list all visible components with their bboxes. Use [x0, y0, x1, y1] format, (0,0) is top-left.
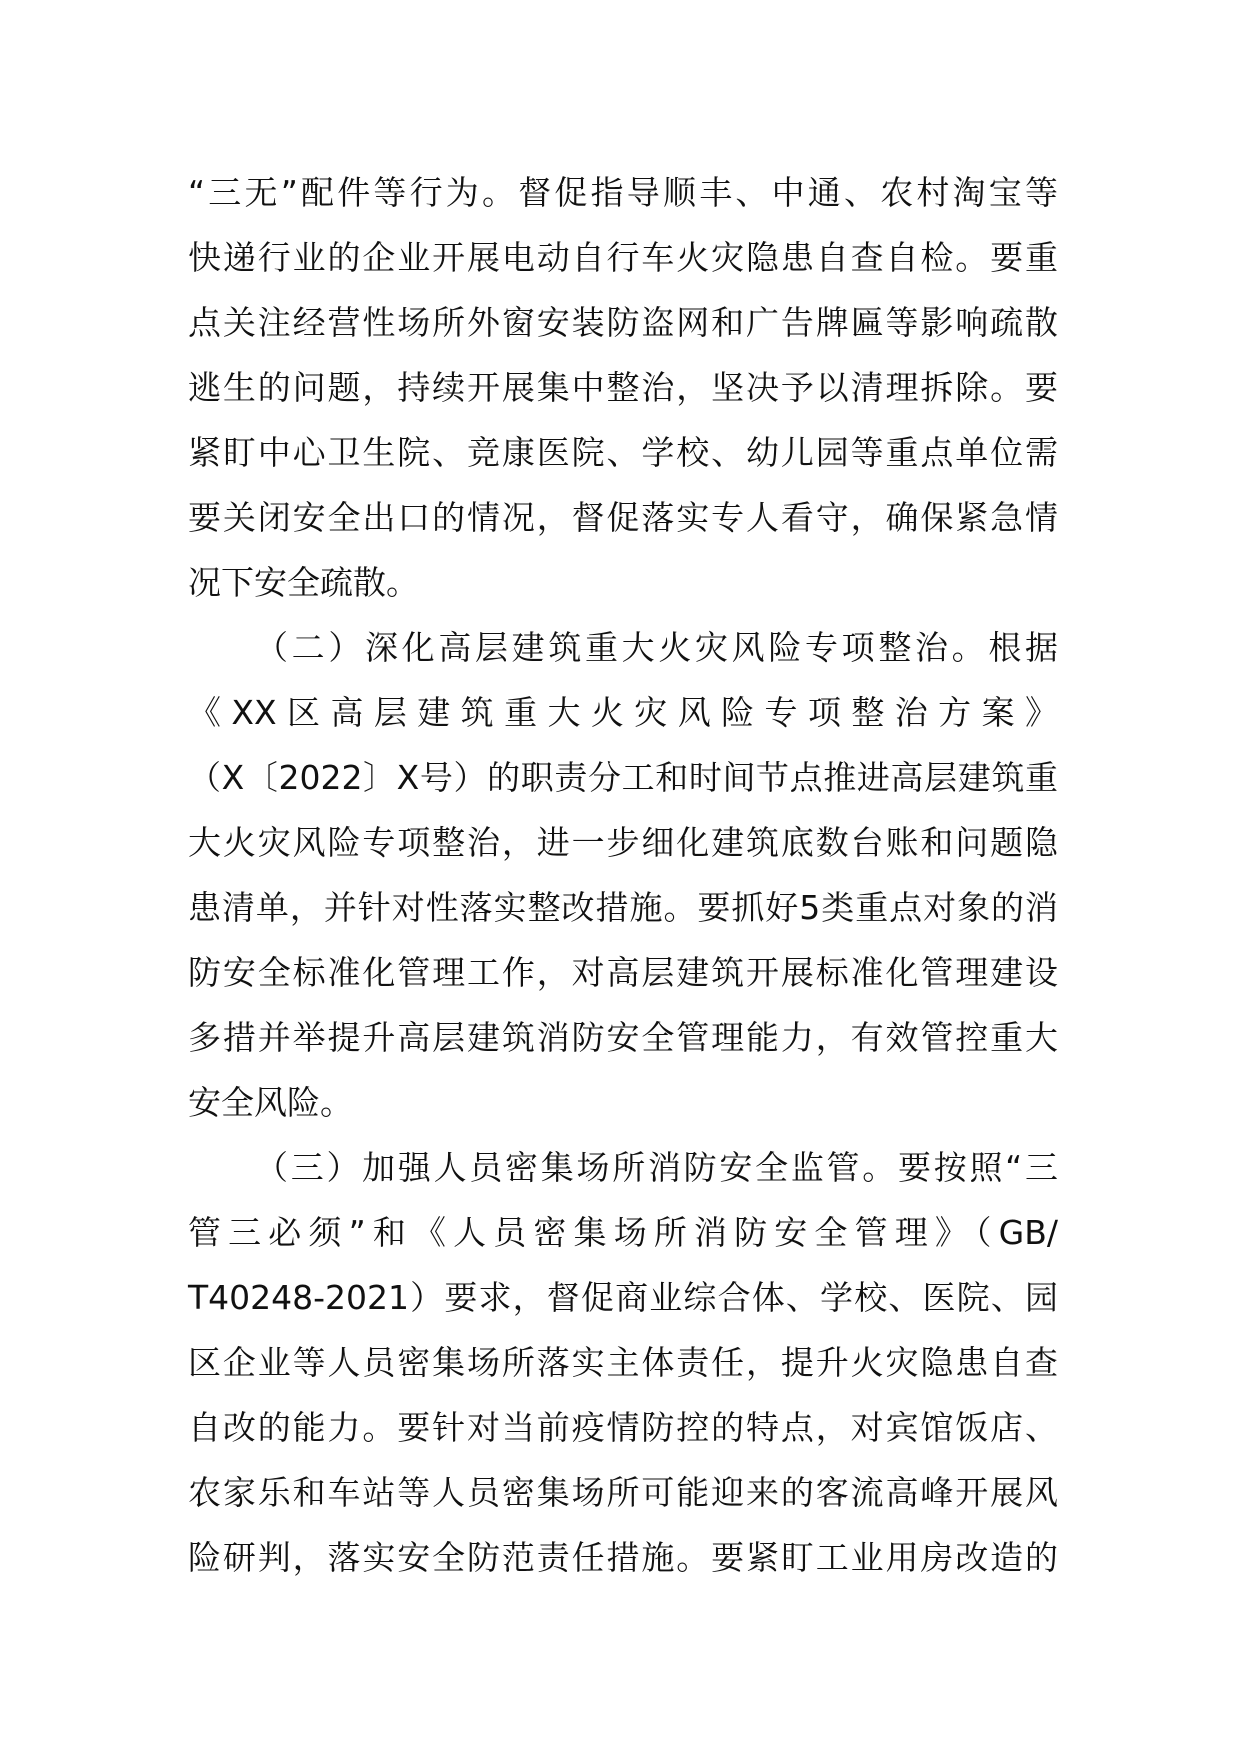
text-line: 况下安全疏散。 [188, 563, 419, 602]
text-line: 点关注经营性场所外窗安装防盗网和广告牌匾等影响疏散 [188, 303, 1058, 342]
text-line: 要关闭安全出口的情况，督促落实专人看守，确保紧急情 [188, 498, 1058, 537]
text-line: 大火灾风险专项整治，进一步细化建筑底数台账和问题隐 [188, 823, 1058, 862]
body-text [188, 160, 1058, 1590]
text-line: 逃生的问题，持续开展集中整治，坚决予以清理拆除。要 [188, 368, 1058, 407]
text-line: （X〔2022〕X号）的职责分工和时间节点推进高层建筑重 [188, 758, 1058, 797]
section-heading-3: （三）加强人员密集场所消防安全监管。要按照“三 [255, 1148, 1058, 1187]
text-line: 安全风险。 [188, 1083, 353, 1122]
text-line: “三无”配件等行为。督促指导顺丰、中通、农村淘宝等 [188, 173, 1058, 212]
text-line: 紧盯中心卫生院、竞康医院、学校、幼儿园等重点单位需 [188, 433, 1058, 472]
text-line: 管三必须”和《人员密集场所消防安全管理》（GB/ [188, 1213, 1058, 1252]
text-line: 防安全标准化管理工作，对高层建筑开展标准化管理建设 [188, 953, 1058, 992]
section-heading-2: （二）深化高层建筑重大火灾风险专项整治。根据 [255, 628, 1058, 667]
text-line: 患清单，并针对性落实整改措施。要抓好5类重点对象的消 [188, 888, 1058, 927]
text-line: T40248-2021）要求，督促商业综合体、学校、医院、园 [188, 1278, 1058, 1317]
text-line: 自改的能力。要针对当前疫情防控的特点，对宾馆饭店、 [188, 1408, 1058, 1447]
text-line: 快递行业的企业开展电动自行车火灾隐患自查自检。要重 [188, 238, 1058, 277]
text-line: 险研判，落实安全防范责任措施。要紧盯工业用房改造的 [188, 1538, 1058, 1577]
text-line: 《XX区高层建筑重大火灾风险专项整治方案》 [188, 693, 1058, 732]
text-line: 区企业等人员密集场所落实主体责任，提升火灾隐患自查 [188, 1343, 1058, 1382]
text-line: 农家乐和车站等人员密集场所可能迎来的客流高峰开展风 [188, 1473, 1058, 1512]
text-line: 多措并举提升高层建筑消防安全管理能力，有效管控重大 [188, 1018, 1058, 1057]
